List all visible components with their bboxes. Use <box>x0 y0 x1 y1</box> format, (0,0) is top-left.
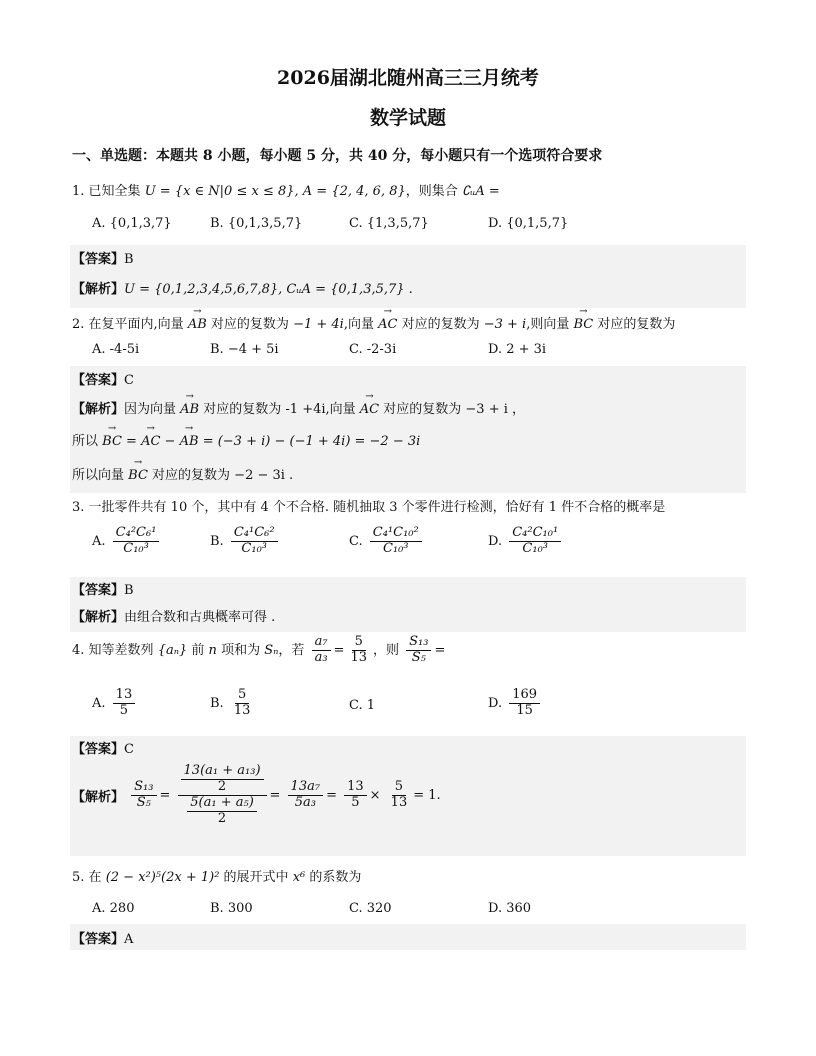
question-2: 2. 在复平面内,向量 → AB 对应的复数为 −1 + 4i,向量 → AC 对应的复数为 −3 + i,则向量 → BC 对应的复数为 <box>72 313 675 332</box>
q3-option-a: A. $\frac{\text{C₄²C₆¹}}{\text{C₁₀³}}$ <box>92 526 162 557</box>
q4-option-b: B. $\frac{5}{13}$ <box>210 687 251 718</box>
q1-solution-box <box>70 245 746 308</box>
q2-option-c: C. -2-3i <box>349 342 397 357</box>
question-1: 1. 已知全集 U = {x ∈ N|0 ≤ x ≤ 8}, A = {2, 4, 6, 8}，则集合 ∁ᵤA = <box>72 184 500 199</box>
q4-option-d: D. $\frac{169}{15}$ <box>488 688 543 719</box>
q4-analysis: 【解析】 $\frac{\text{S₁₃}}{\text{S₅}}$ = $\frac{\frac{\text{13(a₁ + a₁₃)}}{2}}{\frac{\text{5(a₁ + a₅)}}{2}}$ = $\frac{\text{13a₇}}{\text{5a₃}}$ = $\frac{13}{5}$ × $\frac{5}{13}$ = 1. <box>72 763 441 826</box>
vector-ac: → AC <box>378 317 397 332</box>
q3-analysis: 【解析】由组合数和古典概率可得 . <box>72 610 276 625</box>
q2-analysis-line-1: 【解析】因为向量 → AB 对应的复数为 -1 +4i,向量 → AC 对应的复数为 −3 + i ， <box>72 398 525 417</box>
q2-analysis-line-3: 所以向量 → BC 对应的复数为 −2 − 3i . <box>72 464 293 483</box>
vector-bc: → BC <box>574 317 594 332</box>
q4-answer: 【答案】C <box>72 742 134 757</box>
q4-option-a: A. $\frac{13}{5}$ <box>92 688 138 719</box>
set-a: , A = {2, 4, 6, 8} <box>294 184 406 199</box>
q4-solution-box <box>70 736 746 856</box>
q3-option-b: B. $\frac{\text{C₄¹C₆²}}{\text{C₁₀³}}$ <box>210 526 281 557</box>
q2-answer: 【答案】C <box>72 373 134 388</box>
q1-option-d: D. {0,1,5,7} <box>488 216 569 231</box>
q1-analysis: 【解析】U = {0,1,2,3,4,5,6,7,8}, CᵤA = {0,1,3,5,7} . <box>72 282 413 297</box>
q3-option-c: C. $\frac{\text{C₄¹C₁₀²}}{\text{C₁₀³}}$ <box>349 526 425 557</box>
q3-answer: 【答案】B <box>72 583 134 598</box>
complement-expr: ∁ᵤA = <box>461 184 500 199</box>
q3-option-d: D. $\frac{\text{C₄²C₁₀¹}}{\text{C₁₀³}}$ <box>488 526 564 557</box>
q5-option-a: A. 280 <box>92 901 135 916</box>
question-5: 5. 在 (2 − x²)⁵(2x + 1)² 的展开式中 x⁶ 的系数为 <box>72 870 362 885</box>
q5-option-b: B. 300 <box>210 901 253 916</box>
vector-ab: → AB <box>188 317 207 332</box>
q5-option-c: C. 320 <box>349 901 392 916</box>
q1-option-b: B. {0,1,3,5,7} <box>210 216 303 231</box>
q1-option-c: C. {1,3,5,7} <box>349 216 429 231</box>
q2-option-a: A. -4-5i <box>92 342 140 357</box>
q1-option-a: A. {0,1,3,7} <box>92 216 172 231</box>
q2-analysis-line-2: 所以 → BC = → AC − → AB = (−3 + i) − (−1 + 4i) = −2 − 3i <box>72 430 420 449</box>
q2-solution-box <box>70 366 746 493</box>
section-heading: 一、单选题：本题共 8 小题，每小题 5 分，共 40 分，每小题只有一个选项符合要求 <box>72 148 603 164</box>
q5-solution-box <box>70 924 746 950</box>
set-u: U = {x ∈ N|0 ≤ x ≤ 8} <box>144 184 295 199</box>
question-4: 4. 知等差数列 {aₙ} 前 n 项和为 Sₙ，若 $\frac{\text{a₇}}{\text{a₃}}$ = $\frac{5}{13}$ ，则 $\frac{\text{S₁₃}}{\text{S₅}}$ = <box>72 634 446 665</box>
q2-option-b: B. −4 + 5i <box>210 342 279 357</box>
question-3: 3. 一批零件共有 10 个，其中有 4 个不合格. 随机抽取 3 个零件进行检测，恰好有 1 件不合格的概率是 <box>72 500 666 515</box>
q4-option-c: C. 1 <box>349 698 376 713</box>
q3-solution-box <box>70 577 746 632</box>
q2-option-d: D. 2 + 3i <box>488 342 547 357</box>
q5-option-d: D. 360 <box>488 901 532 916</box>
exam-subtitle: 数学试题 <box>369 107 446 129</box>
exam-title: 2026届湖北随州高三三月统考 <box>277 67 539 89</box>
q5-answer: 【答案】A <box>72 932 134 947</box>
q1-answer: 【答案】B <box>72 252 134 267</box>
